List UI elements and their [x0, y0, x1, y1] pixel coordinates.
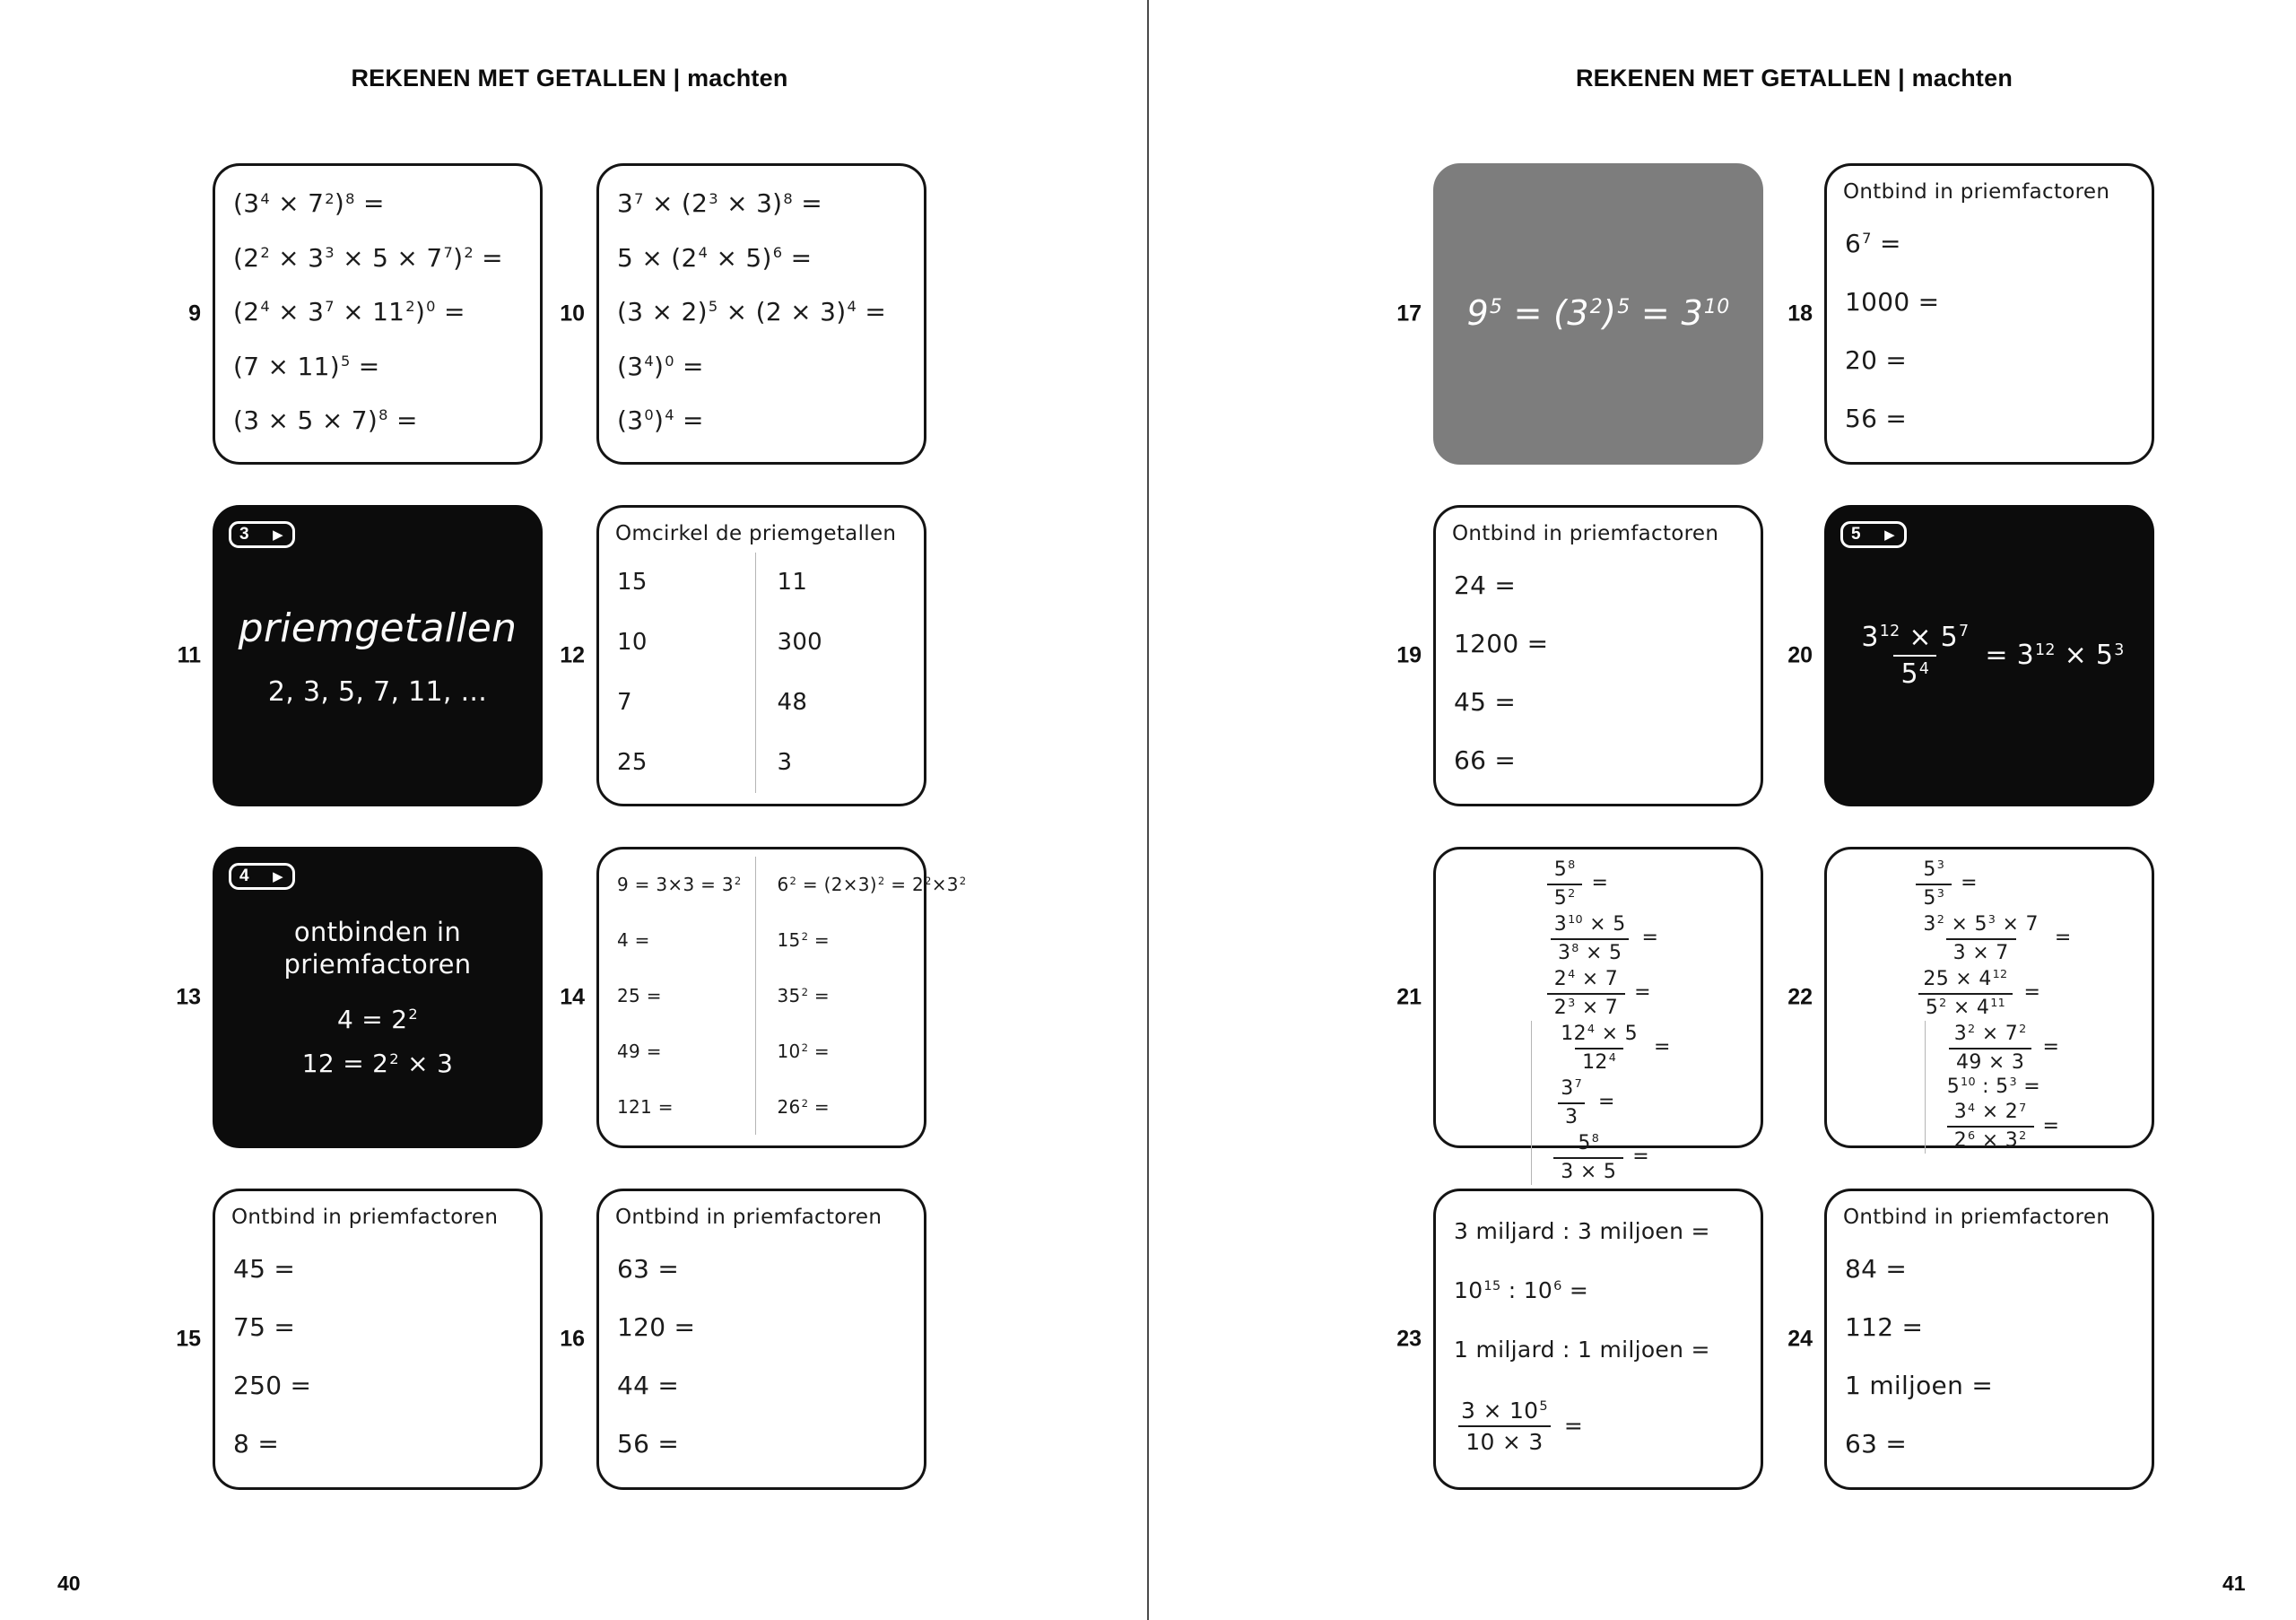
fraction-numerator: $12^4 \times 5$: [1561, 1023, 1638, 1045]
fraction-numerator: $5^8$: [1578, 1132, 1600, 1154]
fraction-denominator: 3 × 5: [1553, 1157, 1623, 1186]
math-line: $6^7$ =: [1845, 228, 1901, 258]
card-face: [1433, 163, 1763, 465]
math-line: 10: [617, 628, 648, 656]
page-header-right: REKENEN MET GETALLEN | machten: [1575, 65, 2013, 91]
exercise-card-16: [560, 1189, 926, 1490]
math-line: $10^{15}$ : $10^6$ =: [1454, 1276, 1589, 1303]
fraction: [1553, 1076, 1589, 1130]
exercise-lines: [599, 1229, 924, 1487]
math-line: [1454, 1396, 1583, 1458]
exercise-column: [755, 553, 916, 793]
math-line: $12 = 2^2 \times 3$: [301, 1049, 454, 1079]
fraction-result: =: [1632, 1145, 1649, 1169]
fraction-denominator: $5^4$: [1893, 655, 1936, 692]
math-line: 4 =: [617, 929, 650, 951]
fraction: [1916, 857, 1952, 911]
fraction-result: =: [1591, 872, 1609, 895]
math-line: [1854, 620, 2124, 692]
page-divider: [1147, 0, 1149, 1620]
card-number: 18: [1787, 300, 1813, 327]
math-line: [1916, 857, 1977, 911]
fraction-numerator: $3^{12} \times 5^7$: [1861, 621, 1970, 653]
math-line: [1553, 1021, 1670, 1076]
math-line: 3: [777, 748, 793, 776]
card-number: 20: [1787, 642, 1813, 668]
math-line: 8 =: [233, 1428, 280, 1459]
card-title: Ontbind in priemfactoren: [1452, 522, 1719, 545]
card-face: [1824, 163, 2154, 465]
exercise-columns: [1436, 849, 1761, 1196]
card-body: [215, 849, 540, 1145]
card-number: 16: [560, 1326, 585, 1352]
exercise-lines: [1466, 293, 1729, 335]
fraction-numerator: $3^{10} \times 5$: [1553, 913, 1626, 936]
exercise-column: [1912, 857, 2071, 1021]
exercise-card-19: [1396, 505, 1763, 806]
math-line: [1553, 1130, 1649, 1185]
card-face: [213, 163, 543, 465]
exercise-lines: [268, 676, 487, 709]
math-line: 44 =: [617, 1370, 680, 1400]
math-line: $(2^2 \times 3^3 \times 5 \times 7^7)^2$ =: [233, 242, 503, 273]
fraction-denominator: 3 × 7: [1946, 938, 2016, 967]
card-body: [1827, 508, 2152, 804]
card-body: [599, 1229, 924, 1487]
card-heading: priemgetallen: [238, 605, 517, 651]
math-line: 49 =: [617, 1041, 662, 1062]
exercise-column: [1544, 857, 1659, 1021]
math-line: 3 miljard : 3 miljoen =: [1454, 1217, 1710, 1244]
card-face: [1433, 505, 1763, 806]
fraction-result: =: [2042, 1114, 2060, 1137]
card-body: [1436, 1191, 1761, 1487]
card-body: [1436, 166, 1761, 462]
math-line: $(3^4 \times 7^2)^8$ =: [233, 188, 385, 219]
exercise-lines: [1827, 204, 2152, 462]
card-number: 9: [188, 300, 201, 327]
fraction-result: =: [1961, 872, 1978, 895]
exercise-card-15: [176, 1189, 543, 1490]
page-number-right: 41: [2222, 1572, 2246, 1595]
card-number: 11: [177, 642, 201, 668]
fraction-denominator: $5^2$: [1547, 884, 1583, 912]
exercise-card-12: [560, 505, 926, 806]
play-icon: ▶: [273, 867, 283, 884]
math-line: 120 =: [617, 1311, 696, 1342]
badge-number: 3: [239, 525, 249, 544]
math-line: 250 =: [233, 1370, 312, 1400]
fraction-result: =: [1641, 927, 1659, 950]
fraction: [1547, 857, 1583, 911]
card-number: 12: [560, 642, 585, 668]
fraction-denominator: 49 × 3: [1949, 1048, 2031, 1076]
math-line: [1553, 1076, 1614, 1130]
card-number: 21: [1396, 984, 1422, 1010]
fraction-numerator: $3^2 \times 5^3 \times 7$: [1923, 913, 2039, 936]
fraction-denominator: $5^2 \times 4^{11}$: [1918, 993, 2013, 1022]
fraction-result: =: [2042, 1036, 2060, 1059]
math-line: [1916, 966, 2040, 1021]
fraction-denominator: $3^8 \times 5$: [1551, 938, 1629, 967]
exercise-column: [1925, 1021, 2060, 1154]
card-title: Ontbind in priemfactoren: [615, 1206, 883, 1229]
math-line: 66 =: [1454, 745, 1517, 775]
card-number: 14: [560, 984, 585, 1010]
exercise-card-11: [177, 505, 543, 806]
math-line: 84 =: [1845, 1253, 1908, 1284]
math-line: $(3 \times 2)^5 \times (2 \times 3)^4$ =: [617, 297, 887, 327]
fraction: [1553, 1021, 1645, 1076]
math-line: $3^7 \times (2^3 \times 3)^8$ =: [617, 188, 823, 219]
play-badge: [229, 863, 295, 890]
math-line: [1547, 857, 1608, 911]
fraction: [1547, 911, 1633, 966]
card-body: [215, 166, 540, 462]
math-line: 1 miljoen =: [1845, 1370, 1994, 1400]
math-line: 45 =: [1454, 686, 1517, 717]
math-line: 121 =: [617, 1096, 674, 1118]
exercise-columns: [599, 849, 967, 1145]
fraction-numerator: $5^8$: [1553, 858, 1576, 881]
card-body: [1436, 545, 1761, 804]
math-line: $5 \times (2^4 \times 5)^6$ =: [617, 242, 813, 273]
math-line: 1200 =: [1454, 628, 1549, 658]
fraction-denominator: 3: [1558, 1102, 1585, 1131]
math-line: $4 = 2^2$: [336, 1004, 419, 1034]
exercise-lines: [1827, 1229, 2152, 1487]
fraction-result: =: [1563, 1412, 1584, 1439]
card-body: [599, 849, 967, 1145]
exercise-card-22: [1787, 847, 2154, 1152]
card-grid-right: [1396, 163, 2154, 1490]
math-line: 7: [617, 688, 632, 716]
math-line: [1947, 1021, 2060, 1076]
math-line: 45 =: [233, 1253, 296, 1284]
card-body: [599, 545, 924, 804]
fraction: [1947, 1021, 2034, 1076]
math-line: 300: [777, 628, 823, 656]
fraction-result: =: [1598, 1091, 1615, 1114]
card-number: 15: [176, 1326, 201, 1352]
card-body: [1827, 849, 2152, 1152]
card-title: Omcirkel de priemgetallen: [615, 522, 897, 545]
fraction-numerator: $3 \times 10^5$: [1461, 1397, 1548, 1424]
exercise-lines: [302, 1005, 453, 1079]
exercise-card-9: [188, 163, 543, 465]
math-line: 25: [617, 748, 648, 776]
card-number: 22: [1787, 984, 1813, 1010]
fraction: [1553, 1130, 1623, 1185]
badge-number: 4: [239, 867, 249, 885]
badge-number: 5: [1851, 525, 1861, 544]
exercise-column: [613, 857, 755, 1135]
fraction-denominator: $12^4$: [1575, 1048, 1623, 1076]
math-line: 1 miljard : 1 miljoen =: [1454, 1336, 1710, 1363]
exercise-lines: [215, 1229, 540, 1487]
exercise-card-10: [560, 163, 926, 465]
exercise-card-24: [1787, 1189, 2154, 1490]
exercise-column: [755, 857, 967, 1135]
math-line: $(3^4)^0$ =: [617, 351, 704, 381]
fraction-numerator: $2^4 \times 7$: [1553, 968, 1619, 990]
exercise-card-17: [1396, 163, 1763, 465]
exercise-lines: [1436, 1191, 1761, 1487]
card-body: [599, 166, 924, 462]
math-line: 63 =: [1845, 1428, 1908, 1459]
card-face: [1824, 505, 2154, 806]
exercise-column: [1531, 1021, 1670, 1185]
fraction: [1947, 1099, 2034, 1154]
fraction: [1916, 966, 2014, 1021]
fraction-result: =: [2023, 981, 2041, 1005]
exercise-lines: [215, 166, 540, 462]
math-line: [1947, 1099, 2060, 1154]
math-line: [1547, 911, 1659, 966]
fraction-numerator: $5^3$: [1923, 858, 1945, 881]
page-header-left: REKENEN MET GETALLEN | machten: [351, 65, 788, 91]
card-heading: ontbinden in priemfactoren: [283, 917, 472, 980]
card-face: [213, 505, 543, 806]
fraction-numerator: $3^4 \times 2^7$: [1953, 1101, 2027, 1124]
card-title: Ontbind in priemfactoren: [231, 1206, 499, 1229]
card-face: [596, 163, 926, 465]
fraction-denominator: $2^3 \times 7$: [1547, 993, 1625, 1022]
math-line: $(3^0)^4$ =: [617, 405, 704, 435]
card-number: 13: [176, 984, 201, 1010]
card-number: 23: [1396, 1326, 1422, 1352]
exercise-lines: [1854, 620, 2124, 692]
card-number: 10: [560, 300, 585, 327]
fraction-numerator: $3^2 \times 7^2$: [1953, 1023, 2027, 1045]
exercise-card-20: [1787, 505, 2154, 806]
play-icon: ▶: [273, 526, 283, 543]
card-face: [596, 505, 926, 806]
math-line: 75 =: [233, 1311, 296, 1342]
fraction: [1454, 1396, 1555, 1458]
card-face: [596, 847, 967, 1148]
card-body: [215, 508, 540, 804]
card-face: [1824, 847, 2154, 1152]
page-number-left: 40: [57, 1572, 81, 1595]
exercise-lines: [599, 166, 924, 462]
fraction-denominator: 10 × 3: [1458, 1425, 1550, 1457]
card-number: 24: [1787, 1326, 1813, 1352]
card-body: [1827, 204, 2152, 462]
fraction-denominator: $5^3$: [1916, 884, 1952, 912]
card-body: [215, 1229, 540, 1487]
math-line: $5^{10}$ : $5^3$ =: [1946, 1076, 2040, 1098]
card-face: [596, 1189, 926, 1490]
exercise-card-23: [1396, 1189, 1763, 1490]
math-line: 2, 3, 5, 7, 11, ...: [267, 675, 488, 708]
math-line: 20 =: [1845, 344, 1908, 375]
fraction: [1547, 966, 1625, 1021]
fraction-result: =: [1634, 981, 1651, 1005]
math-line: 11: [777, 568, 808, 596]
math-line: $6^2 = (2\times 3)^2 = 2^2\times 3^2$: [777, 874, 967, 895]
exercise-card-18: [1787, 163, 2154, 465]
card-face: [1824, 1189, 2154, 1490]
math-line: 112 =: [1845, 1311, 1924, 1342]
math-line: $26^2$ =: [777, 1096, 830, 1118]
math-line: 56 =: [1845, 403, 1908, 433]
fraction-numerator: $25 \times 4^{12}$: [1923, 968, 2008, 990]
math-line: 1000 =: [1845, 286, 1940, 317]
fraction-result: =: [1653, 1036, 1671, 1059]
play-badge: [1840, 521, 1907, 548]
math-line: $35^2$ =: [777, 985, 830, 1006]
card-title: Ontbind in priemfactoren: [1843, 1206, 2110, 1229]
card-title: Ontbind in priemfactoren: [1843, 180, 2110, 204]
fraction-denominator: $2^6 \times 3^2$: [1947, 1126, 2034, 1154]
math-line: 15: [617, 568, 648, 596]
exercise-card-13: [176, 847, 543, 1148]
fraction-result: =: [2054, 927, 2072, 950]
card-body: [1827, 1229, 2152, 1487]
math-line: $(3 \times 5 \times 7)^8$ =: [233, 405, 418, 435]
exercise-columns: [599, 545, 924, 804]
math-line: 24 =: [1454, 570, 1517, 600]
math-line: $9 = 3\times 3 = 3^2$: [617, 874, 742, 895]
exercise-lines: [1436, 545, 1761, 804]
exercise-columns: [1827, 849, 2152, 1164]
fraction: [1916, 911, 2045, 966]
math-line: [1547, 966, 1651, 1021]
math-line: 63 =: [617, 1253, 680, 1284]
math-line: 48: [777, 688, 808, 716]
math-line: $(7 \times 11)^5$ =: [233, 351, 380, 381]
card-face: [213, 847, 543, 1148]
play-badge: [229, 521, 295, 548]
math-line: 25 =: [617, 985, 662, 1006]
exercise-column: [613, 553, 755, 793]
card-face: [213, 1189, 543, 1490]
play-icon: ▶: [1884, 526, 1895, 543]
math-line: $10^2$ =: [777, 1041, 830, 1062]
math-line: $15^2$ =: [777, 929, 830, 951]
math-line: [1916, 911, 2071, 966]
math-line: $9^5 = (3^2)^5 = 3^{10}$: [1466, 293, 1730, 334]
card-face: [1433, 1189, 1763, 1490]
math-line: 56 =: [617, 1428, 680, 1459]
fraction: [1854, 620, 1976, 692]
card-number: 19: [1396, 642, 1422, 668]
exercise-card-14: [560, 847, 967, 1148]
math-line: $(2^4 \times 3^7 \times 11^2)^0$ =: [233, 297, 465, 327]
card-number: 17: [1396, 300, 1422, 327]
card-grid-left: [176, 163, 967, 1490]
fraction-numerator: $3^7$: [1561, 1077, 1583, 1100]
fraction-result: = $3^{12} \times 5^3$: [1985, 640, 2125, 671]
